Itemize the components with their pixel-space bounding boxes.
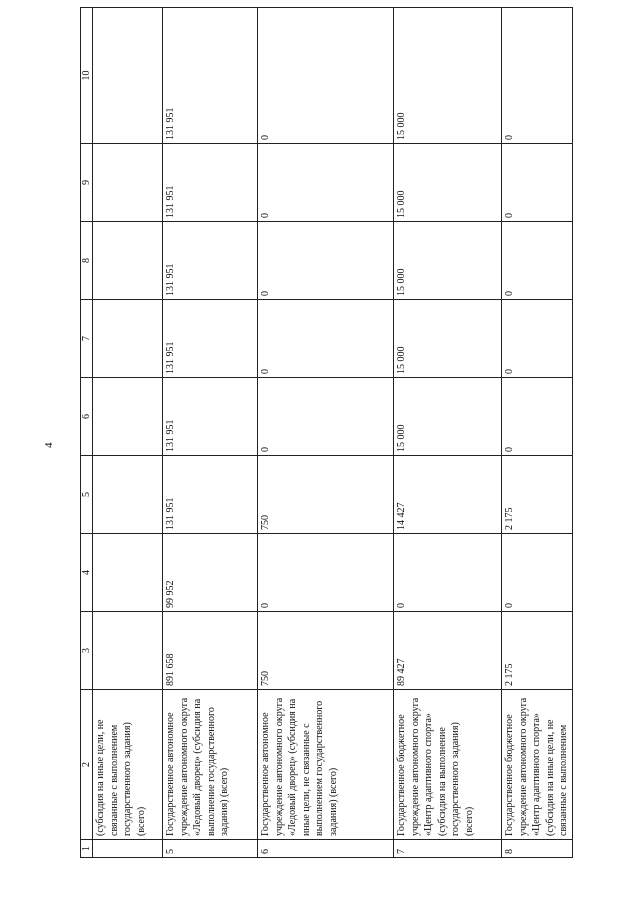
table-row — [93, 8, 163, 858]
table-row — [502, 8, 573, 858]
value-cell: 0 — [258, 300, 394, 378]
row-number — [93, 840, 163, 858]
header-cell: 2 — [81, 690, 93, 840]
header-cell: 3 — [81, 612, 93, 690]
value-cell: 891 658 — [163, 612, 258, 690]
header-cell: 1 — [81, 840, 93, 858]
value-cell — [93, 534, 163, 612]
value-cell — [93, 222, 163, 300]
value-cell: 89 427 — [394, 612, 502, 690]
value-cell: 0 — [258, 534, 394, 612]
table-row — [163, 8, 258, 858]
value-cell: 99 952 — [163, 534, 258, 612]
header-row — [81, 8, 93, 858]
row-description: Государственное автономное учреждение автономного округа «Ледовый дворец» (субсидия на выполнение государственного задания) (всего) — [163, 690, 258, 840]
value-cell: 0 — [502, 534, 573, 612]
table-row — [258, 8, 394, 858]
row-number: 6 — [258, 840, 394, 858]
value-cell: 0 — [502, 8, 573, 144]
row-number: 8 — [502, 840, 573, 858]
value-cell — [93, 378, 163, 456]
value-cell: 0 — [502, 222, 573, 300]
value-cell — [93, 456, 163, 534]
value-cell — [93, 8, 163, 144]
value-cell: 0 — [258, 222, 394, 300]
value-cell: 0 — [258, 144, 394, 222]
header-cell: 5 — [81, 456, 93, 534]
value-cell: 15 000 — [394, 222, 502, 300]
value-cell: 15 000 — [394, 300, 502, 378]
value-cell: 15 000 — [394, 144, 502, 222]
header-cell: 10 — [81, 8, 93, 144]
value-cell: 131 951 — [163, 144, 258, 222]
header-cell: 7 — [81, 300, 93, 378]
value-cell: 750 — [258, 456, 394, 534]
value-cell: 131 951 — [163, 8, 258, 144]
value-cell: 131 951 — [163, 378, 258, 456]
value-cell: 750 — [258, 612, 394, 690]
rotated-table-container — [80, 28, 569, 858]
header-cell: 6 — [81, 378, 93, 456]
value-cell — [93, 300, 163, 378]
value-cell: 0 — [502, 378, 573, 456]
value-cell: 14 427 — [394, 456, 502, 534]
value-cell — [93, 144, 163, 222]
value-cell — [93, 612, 163, 690]
value-cell: 131 951 — [163, 456, 258, 534]
header-cell: 4 — [81, 534, 93, 612]
table-row — [394, 8, 502, 858]
row-description: (субсидия на иные цели, не связанные с выполнением государственного задания) (всего) — [93, 690, 163, 840]
row-description: Государственное бюджетное учреждение автономного округа «Центр адаптивного спорта» (субсидия на выполнение государственного задания) (всего) — [394, 690, 502, 840]
header-cell: 8 — [81, 222, 93, 300]
value-cell: 131 951 — [163, 222, 258, 300]
value-cell: 15 000 — [394, 8, 502, 144]
value-cell: 0 — [258, 8, 394, 144]
row-number: 5 — [163, 840, 258, 858]
row-number: 7 — [394, 840, 502, 858]
value-cell: 0 — [502, 144, 573, 222]
value-cell: 0 — [258, 378, 394, 456]
page-number: 4 — [43, 442, 55, 448]
value-cell: 2 175 — [502, 612, 573, 690]
value-cell: 0 — [394, 534, 502, 612]
value-cell: 131 951 — [163, 300, 258, 378]
value-cell: 15 000 — [394, 378, 502, 456]
header-cell: 9 — [81, 144, 93, 222]
budget-table — [80, 7, 573, 858]
value-cell: 2 175 — [502, 456, 573, 534]
row-description: Государственное бюджетное учреждение автономного округа «Центр адаптивного спорта» (субсидия на иные цели, не связанные с выполнением — [502, 690, 573, 840]
row-description: Государственное автономное учреждение автономного округа «Ледовый дворец» (субсидия на иные цели, не связанные с выполнением государственного задания) (всего) — [258, 690, 394, 840]
value-cell: 0 — [502, 300, 573, 378]
